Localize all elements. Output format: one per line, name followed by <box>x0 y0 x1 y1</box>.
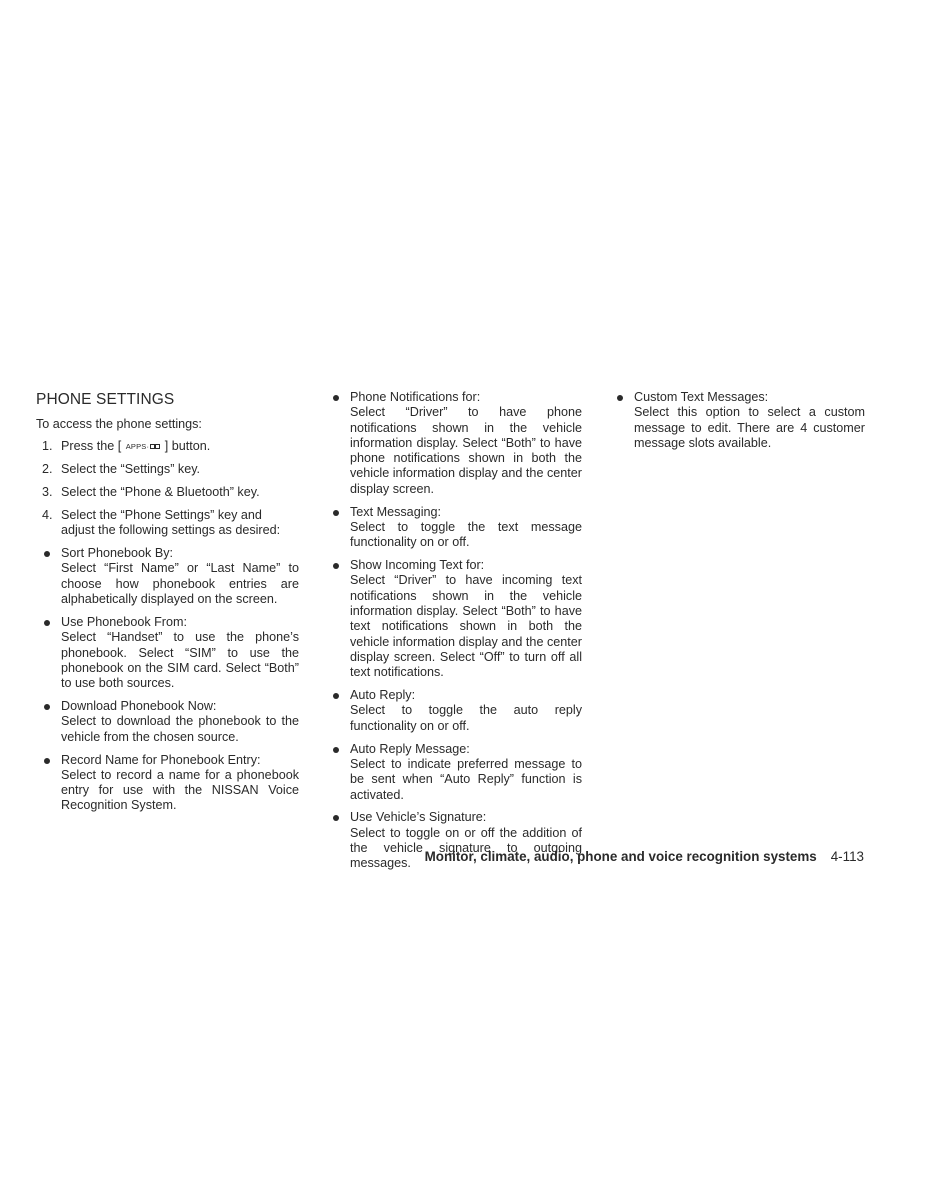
page-number: 4-113 <box>830 849 864 864</box>
bullet-dot-icon <box>617 395 623 401</box>
footer-section-title: Monitor, climate, audio, phone and voice recognition systems <box>424 849 817 864</box>
bullet-body: Select “First Name” or “Last Name” to choose how phonebook entries are alphabetically displayed on the screen. <box>61 561 299 607</box>
bullet-dot-icon <box>333 815 339 821</box>
bullet-title: Use Vehicle’s Signature: <box>350 810 487 825</box>
intro-text: To access the phone settings: <box>36 417 202 431</box>
column-right <box>609 390 865 459</box>
bullet-item <box>609 390 865 451</box>
bullet-item <box>325 390 582 497</box>
bullet-item <box>325 688 582 734</box>
step-number: 3. <box>42 485 53 500</box>
bullet-title: Text Messaging: <box>350 504 441 519</box>
bullet-body: Select to download the phonebook to the vehicle from the chosen source. <box>61 714 299 744</box>
bullet-title: Phone Notifications for: <box>350 390 481 404</box>
bullet-body: Select “Handset” to use the phone’s phonebook. Select “SIM” to use the phonebook on the SIM card. Select “Both” to use both sources. <box>61 630 299 691</box>
step-text-post: ] button. <box>164 439 211 454</box>
step-1 <box>36 439 299 454</box>
bullet-title: Auto Reply Message: <box>350 741 470 756</box>
step-text: Select the “Settings” key. <box>61 462 201 477</box>
bullet-body: Select this option to select a custom message to edit. There are 4 customer message slots available. <box>634 405 865 450</box>
bullet-dot-icon <box>44 704 50 710</box>
bullet-title: Show Incoming Text for: <box>350 558 485 573</box>
column-left <box>36 390 299 821</box>
bullet-title: Auto Reply: <box>350 688 416 703</box>
bullet-body: Select to record a name for a phonebook entry for use with the NISSAN Voice Recognition System. <box>61 767 299 813</box>
bullet-dot-icon <box>333 563 339 569</box>
bullet-dot-icon <box>333 395 339 401</box>
step-text: Select the “Phone Settings” key and adjust the following settings as desired: <box>61 507 281 538</box>
bullet-item <box>36 615 299 691</box>
step-number: 1. <box>42 439 53 454</box>
step-3 <box>36 485 299 500</box>
section-heading: PHONE SETTINGS <box>36 391 175 408</box>
step-2 <box>36 462 299 477</box>
step-number: 4. <box>42 507 53 522</box>
bullet-title: Custom Text Messages: <box>634 390 769 404</box>
bullet-item <box>325 505 582 551</box>
bullet-dot-icon <box>333 510 339 516</box>
bullet-dot-icon <box>333 747 339 753</box>
bullet-dot-icon <box>44 758 50 764</box>
bullet-body: Select “Driver” to have phone notifications shown in the vehicle information display. Select “Both” to have phone notifications shown in both the vehicle information display and the center display screen. <box>350 405 582 496</box>
bullet-item <box>325 558 582 680</box>
bullet-body: Select to indicate preferred message to be sent when “Auto Reply” function is activated. <box>350 756 582 802</box>
bullet-title: Sort Phonebook By: <box>61 546 174 561</box>
apps-button-icon: APPS· <box>125 442 162 451</box>
bullet-title: Download Phonebook Now: <box>61 699 217 714</box>
bullet-body: Select to toggle the auto reply functionality on or off. <box>350 703 582 733</box>
bullet-item <box>36 546 299 607</box>
bullet-dot-icon <box>44 551 50 557</box>
step-text: Select the “Phone & Bluetooth” key. <box>61 485 260 500</box>
bullet-title: Use Phonebook From: <box>61 614 187 629</box>
step-text-pre: Press the [ <box>61 439 122 454</box>
column-middle <box>325 390 582 879</box>
page-footer <box>36 848 864 866</box>
apps-icon-label: APPS <box>125 442 147 452</box>
bullet-item <box>36 699 299 745</box>
bullet-dot-icon <box>44 620 50 626</box>
step-4 <box>36 508 299 539</box>
bullet-item <box>36 753 299 814</box>
bullet-body: Select to toggle on or off the addition of the vehicle signature to outgoing messages. <box>350 825 582 871</box>
bullet-title: Record Name for Phonebook Entry: <box>61 752 261 767</box>
bullet-body: Select “Driver” to have incoming text notifications shown in the vehicle information display. Select “Both” to have text notifications shown in both the vehicle information display and the center display screen. Select “Off” to turn off all text notifications. <box>350 573 582 680</box>
step-number: 2. <box>42 462 53 477</box>
bullet-item <box>325 742 582 803</box>
bullet-dot-icon <box>333 693 339 699</box>
bullet-body: Select to toggle the text message functionality on or off. <box>350 519 582 550</box>
